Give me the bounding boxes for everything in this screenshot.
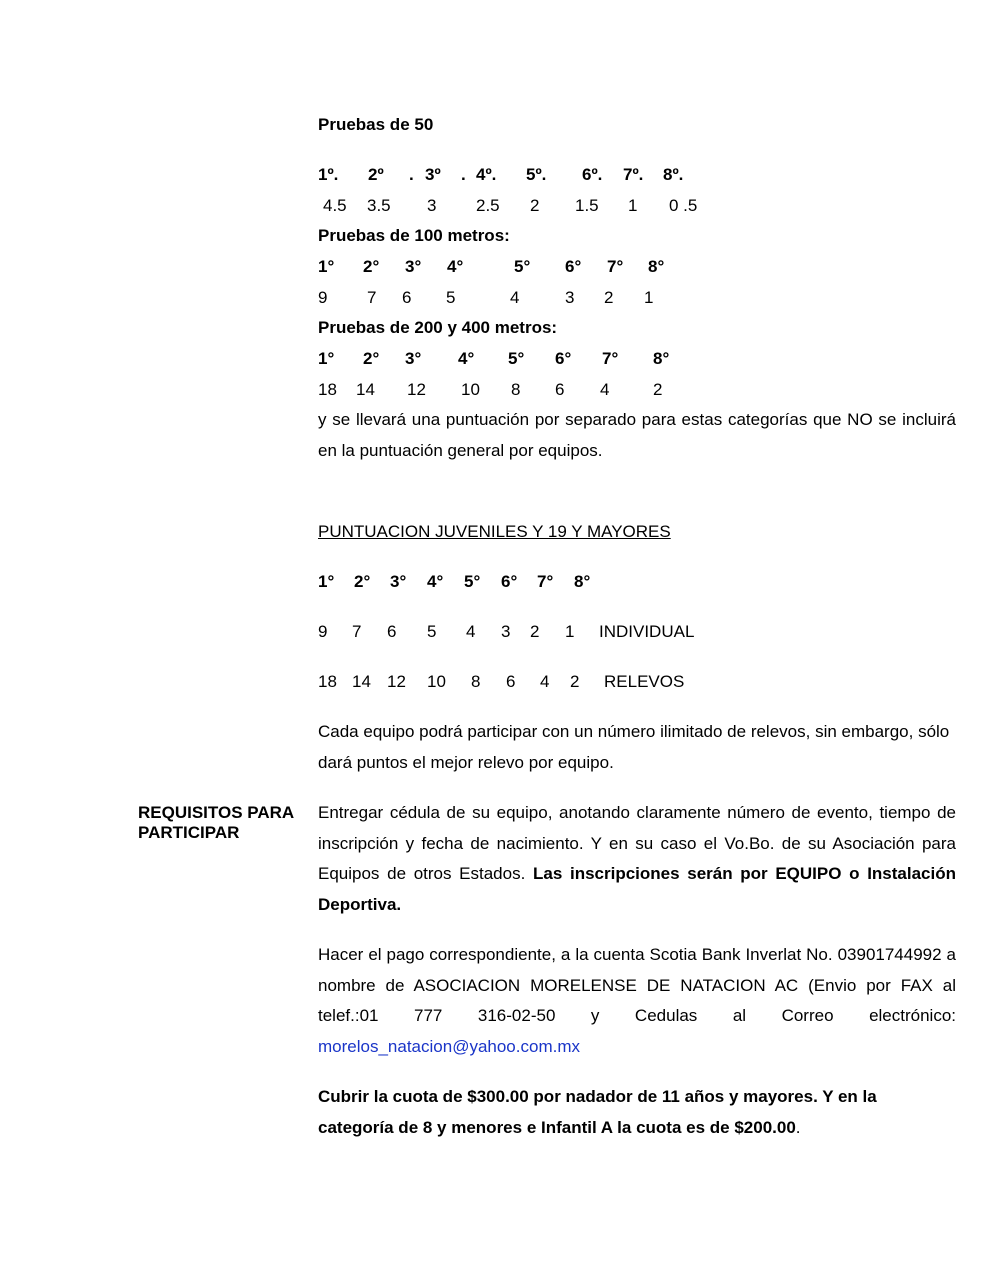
place-cell: 3° <box>405 257 422 276</box>
points-cell: 9 <box>318 288 328 307</box>
requisitos-paragraph-1 <box>318 798 956 920</box>
place-cell: 5º. <box>526 165 547 184</box>
points-cell: 18 <box>318 672 337 691</box>
cuota-text: Cubrir la cuota de $300.00 por nadador de 11 años y mayores. Y en la categoría de 8 y menores e Infantil A la cuota es de $200.00 <box>318 1087 877 1137</box>
points-cell: 18 <box>318 380 337 399</box>
points-cell: 7 <box>352 622 362 641</box>
place-cell: 7° <box>537 572 554 591</box>
place-cell: 1° <box>318 349 335 368</box>
place-cell: 6° <box>565 257 582 276</box>
place-cell: 4° <box>427 572 444 591</box>
place-cell: 3° <box>390 572 407 591</box>
place-cell: 7° <box>602 349 619 368</box>
points-cell: 3 <box>501 622 511 641</box>
email-link[interactable]: morelos_natacion@yahoo.com.mx <box>318 1036 580 1056</box>
place-cell: 8º. <box>663 165 684 184</box>
place-cell: 6° <box>555 349 572 368</box>
place-cell: 2º <box>368 165 384 184</box>
points-cell: 10 <box>427 672 446 691</box>
requisitos-paragraph-3 <box>318 1082 956 1143</box>
place-cell: 3° <box>405 349 422 368</box>
points-cell: 4.5 <box>323 196 347 215</box>
points-cell: 4 <box>540 672 550 691</box>
points-cell: 4 <box>600 380 610 399</box>
points-cell: 2.5 <box>476 196 500 215</box>
points-cell: 2 <box>570 672 580 691</box>
points-cell: 14 <box>356 380 375 399</box>
points-cell: 2 <box>604 288 614 307</box>
points-cell: 2 <box>653 380 663 399</box>
points-cell: 2 <box>530 622 540 641</box>
place-cell: 5° <box>508 349 525 368</box>
points-cell: 12 <box>387 672 406 691</box>
separate-scoring-note: y se llevará una puntuación por separado para estas categorías que NO se incluirá en la puntuación general por equipos. <box>318 410 956 460</box>
requisitos-paragraph-2 <box>318 940 956 1062</box>
place-cell: 7° <box>607 257 624 276</box>
juveniles-title: PUNTUACION JUVENILES Y 19 Y MAYORES <box>318 522 671 541</box>
requisitos-p1-bold: Las inscripciones serán por EQUIPO o Instalación Deportiva. <box>318 864 956 914</box>
place-cell: 2° <box>354 572 371 591</box>
place-cell: 4º. <box>476 165 497 184</box>
points-cell: 3.5 <box>367 196 391 215</box>
place-cell: 5° <box>514 257 531 276</box>
place-cell: 1° <box>318 572 335 591</box>
points-cell: 6 <box>506 672 516 691</box>
pruebas-200-400-title: Pruebas de 200 y 400 metros: <box>318 318 558 337</box>
relevos-label: RELEVOS <box>604 672 685 691</box>
points-cell: 10 <box>461 380 480 399</box>
points-cell: 5 <box>446 288 456 307</box>
pruebas-50-title: Pruebas de 50 <box>318 115 434 134</box>
points-cell: 14 <box>352 672 371 691</box>
place-cell: 2° <box>363 349 380 368</box>
place-cell: 1° <box>318 257 335 276</box>
points-cell: 3 <box>427 196 437 215</box>
place-cell: 6° <box>501 572 518 591</box>
cuota-end: . <box>795 1117 801 1137</box>
place-cell: 4° <box>447 257 464 276</box>
points-cell: 1.5 <box>575 196 599 215</box>
points-cell: 4 <box>510 288 520 307</box>
place-cell: 1º. <box>318 165 339 184</box>
place-cell: 8° <box>574 572 591 591</box>
points-cell: 2 <box>530 196 540 215</box>
requisitos-label-line2: PARTICIPAR <box>138 823 240 842</box>
points-cell: 1 <box>628 196 638 215</box>
place-cell: 4° <box>458 349 475 368</box>
place-cell: 5° <box>464 572 481 591</box>
place-cell: 6º. <box>582 165 603 184</box>
relevos-note: Cada equipo podrá participar con un número ilimitado de relevos, sin embargo, sólo dará puntos el mejor relevo por equipo. <box>318 722 950 772</box>
points-cell: 6 <box>555 380 565 399</box>
place-cell: 3º <box>425 165 441 184</box>
points-cell: 1 <box>644 288 654 307</box>
points-cell: 8 <box>511 380 521 399</box>
place-cell: 2° <box>363 257 380 276</box>
points-cell: 3 <box>565 288 575 307</box>
points-cell: 6 <box>387 622 397 641</box>
place-cell: 7º. <box>623 165 644 184</box>
place-cell: 8° <box>648 257 665 276</box>
points-cell: 4 <box>466 622 476 641</box>
points-cell: 5 <box>427 622 437 641</box>
place-cell: 8° <box>653 349 670 368</box>
points-cell: 8 <box>471 672 481 691</box>
points-cell: 7 <box>367 288 377 307</box>
requisitos-p2-text: Hacer el pago correspondiente, a la cuenta Scotia Bank Inverlat No. 03901744992 a nombre de ASOCIACION MORELENSE DE NATACION AC (Envio por FAX al telef.:01 777 316-02-50 y Cedulas al Correo electrónico: <box>318 945 956 1026</box>
requisitos-p1-text: Entregar cédula de su equipo, anotando claramente número de evento, tiempo de inscripción y fecha de nacimiento. Y en su caso el Vo.Bo. de su Asociación para Equipos de otros Estados. <box>318 803 956 884</box>
points-cell: 12 <box>407 380 426 399</box>
points-cell: 6 <box>402 288 412 307</box>
pruebas-100-title: Pruebas de 100 metros: <box>318 226 510 245</box>
individual-label: INDIVIDUAL <box>599 622 695 641</box>
points-cell: 1 <box>565 622 575 641</box>
place-cell: . <box>409 165 414 184</box>
place-cell: . <box>461 165 466 184</box>
points-cell: 0 .5 <box>669 196 698 215</box>
requisitos-label <box>138 803 313 843</box>
points-cell: 9 <box>318 622 328 641</box>
requisitos-label-line1: REQUISITOS PARA <box>138 803 295 822</box>
